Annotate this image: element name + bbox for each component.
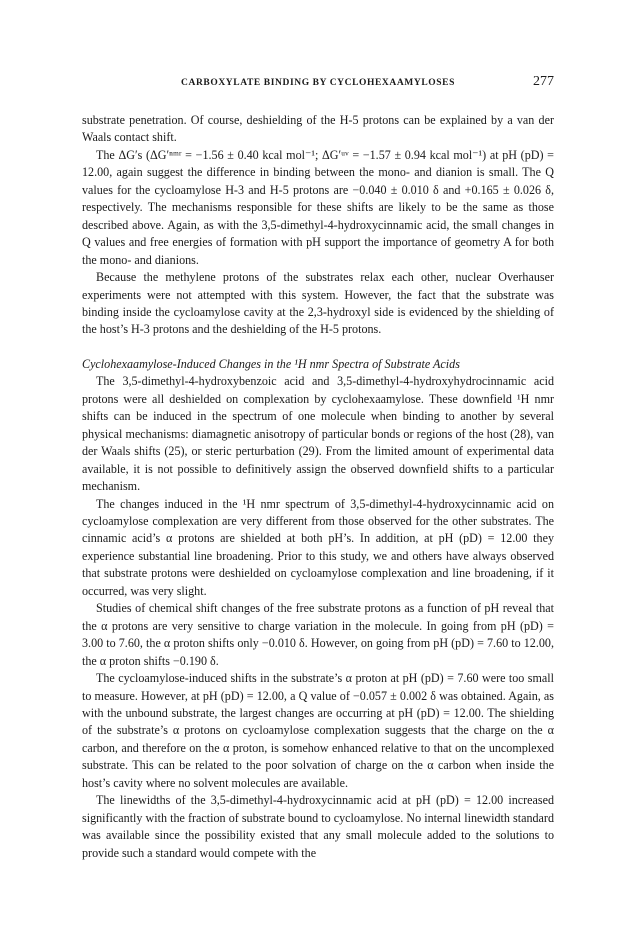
body-text xyxy=(82,112,554,862)
running-head: CARBOXYLATE BINDING BY CYCLOHEXAAMYLOSES xyxy=(181,78,455,88)
paragraph: Because the methylene protons of the substrates relax each other, nuclear Overhauser experiments were not attempted with this system. However, the fact that the substrate was binding inside the cycloamylose cavity at the 2,3-hydroxyl side is evidenced by the shielding of the host’s H-3 protons and the deshielding of the H-5 protons. xyxy=(82,270,554,337)
paragraph: The cycloamylose-induced shifts in the substrate’s α proton at pH (pD) = 7.60 were too small to measure. However, at pH (pD) = 12.00, a Q value of −0.057 ± 0.002 δ was obtained. Again, as with the unbound substrate, the largest changes are occurring at pH (pD) = 12.00. The shielding of the substrate’s α protons on cycloamylose complexation suggests that the charge on the α carbon, and therefore on the α proton, is somehow enhanced relative to that on the uncomplexed substrate. This can be related to the poor solvation of charge on the α carbon when inside the host’s cavity where no solvent molecules are available. xyxy=(82,671,554,790)
paragraph: The ΔG′s (ΔG′ⁿᵐʳ = −1.56 ± 0.40 kcal mol⁻¹; ΔG′ᵘᵛ = −1.57 ± 0.94 kcal mol⁻¹) at pH (pD) = 12.00, again suggest the difference in binding between the mono- and dianion is small. The Q values for the cycloamylose H-3 and H-5 protons are −0.040 ± 0.010 δ and +0.165 ± 0.026 δ, respectively. The mechanisms responsible for these shifts are likely to be the same as those described above. Again, as with the 3,5-dimethyl-4-hydroxycinnamic acid, the small changes in Q values and free energies of formation with pH support the importance of geometry A for both the mono- and dianions. xyxy=(82,147,554,267)
paragraph: The linewidths of the 3,5-dimethyl-4-hydroxycinnamic acid at pH (pD) = 12.00 increased significantly with the fraction of substrate bound to cycloamylose. No internal linewidth standard was available since the possibility existed that any small molecule added to the solutions to provide such a standard would compete with the xyxy=(82,793,554,860)
journal-page xyxy=(82,74,554,862)
paragraph: The changes induced in the ¹H nmr spectrum of 3,5-dimethyl-4-hydroxycinnamic acid on cycloamylose complexation are very different from those observed for the other substrates. The cinnamic acid’s α protons are shielded at both pH’s. In addition, at pH (pD) = 12.00 they experience substantial line broadening. Prior to this study, we and others have always observed that substrate protons were deshielded on cycloamylose complexation and line broadening, if it occurred, was very slight. xyxy=(82,496,554,598)
paragraph: The 3,5-dimethyl-4-hydroxybenzoic acid and 3,5-dimethyl-4-hydroxyhydrocinnamic acid protons were all deshielded on complexation by cyclohexaamylose. These downfield ¹H nmr shifts can be induced in the spectrum of one molecule when binding to another by several physical mechanisms: diamagnetic anisotropy of particular bonds or regions of the host (28), van der Waals shifts (25), or steric perturbation (29). From the limited amount of experimental data available, it is not possible to definitively assign the observed downfield shifts to a particular mechanism. xyxy=(82,374,554,494)
page-header xyxy=(82,74,554,96)
page-number: 277 xyxy=(533,74,554,89)
paragraph: Studies of chemical shift changes of the free substrate protons as a function of pH reveal that the α protons are very sensitive to charge variation in the molecule. In going from pH (pD) = 3.00 to 7.60, the α proton shifts only −0.010 δ. However, on going from pH (pD) = 7.60 to 12.00, the α proton shifts −0.190 δ. xyxy=(82,601,554,668)
section-heading: Cyclohexaamylose-Induced Changes in the ¹H nmr Spectra of Substrate Acids xyxy=(82,356,460,371)
paragraph: substrate penetration. Of course, deshielding of the H-5 protons can be explained by a van der Waals contact shift. xyxy=(82,113,554,145)
